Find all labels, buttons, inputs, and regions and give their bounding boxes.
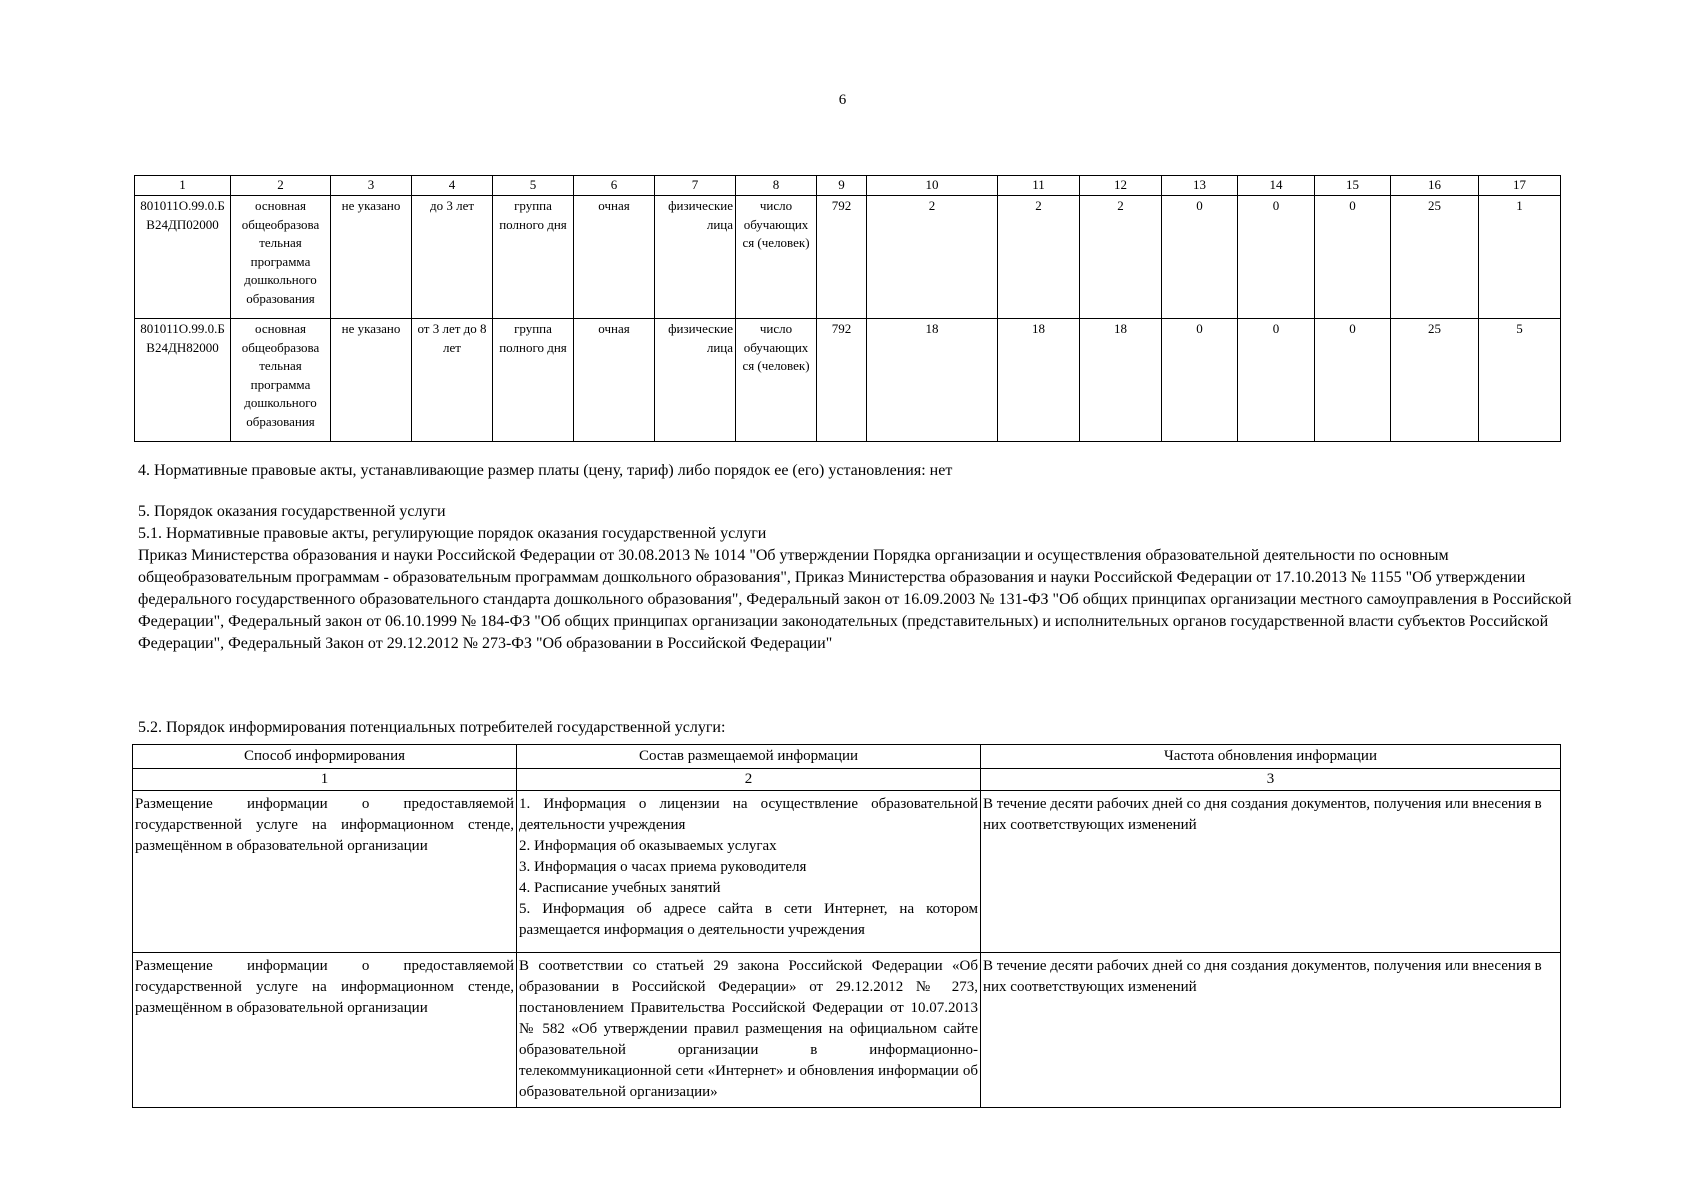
- column-number: 17: [1479, 176, 1561, 196]
- informing-table: [132, 744, 1561, 1108]
- value-cell: 25: [1391, 196, 1479, 319]
- section-5-title: 5. Порядок оказания государственной услуги: [138, 503, 446, 520]
- header-content: Состав размещаемой информации: [517, 745, 981, 769]
- stay-mode: группа полного дня: [493, 319, 574, 442]
- study-form: очная: [574, 319, 655, 442]
- value-cell: 18: [998, 319, 1080, 442]
- column-number: 12: [1080, 176, 1162, 196]
- indicator-name: число обучающих ся (человек): [736, 319, 817, 442]
- section-5: [138, 501, 1578, 655]
- column-number: 3: [331, 176, 412, 196]
- section-5-1-title: 5.1. Нормативные правовые акты, регулирующие порядок оказания государственной услуги: [138, 525, 767, 542]
- value-cell: 2: [1080, 196, 1162, 319]
- category: не указано: [331, 319, 412, 442]
- column-number: 1: [135, 176, 231, 196]
- age-group: до 3 лет: [412, 196, 493, 319]
- registry-code: 801011О.99.0.БВ24ДП02000: [135, 196, 231, 319]
- informing-method: Размещение информации о предоставляемой государственной услуге на информационном стенде, размещённом в образовательной организации: [133, 953, 517, 1108]
- column-number: 13: [1162, 176, 1238, 196]
- table-header-row: [135, 176, 1561, 196]
- header-method: Способ информирования: [133, 745, 517, 769]
- column-number: 11: [998, 176, 1080, 196]
- service-volume-table: [134, 175, 1561, 442]
- table-row: [133, 953, 1561, 1108]
- column-number: 9: [817, 176, 867, 196]
- value-cell: 2: [867, 196, 998, 319]
- value-cell: 0: [1238, 196, 1315, 319]
- page-number: 6: [838, 92, 847, 108]
- okei-code: 792: [817, 196, 867, 319]
- value-cell: 25: [1391, 319, 1479, 442]
- column-number: 4: [412, 176, 493, 196]
- value-cell: 2: [998, 196, 1080, 319]
- value-cell: 18: [867, 319, 998, 442]
- column-number: 2: [231, 176, 331, 196]
- value-cell: 0: [1238, 319, 1315, 442]
- column-number: 15: [1315, 176, 1391, 196]
- informing-method: Размещение информации о предоставляемой государственной услуге на информационном стенде, размещённом в образовательной организации: [133, 791, 517, 953]
- informing-content: [517, 791, 981, 953]
- table-header-row: [133, 745, 1561, 769]
- value-cell: 0: [1315, 319, 1391, 442]
- table-row: [135, 196, 1561, 319]
- update-frequency: В течение десяти рабочих дней со дня создания документов, получения или внесения в них соответствующих изменений: [981, 953, 1561, 1108]
- okei-code: 792: [817, 319, 867, 442]
- column-number: 14: [1238, 176, 1315, 196]
- content-item: 1. Информация о лицензии на осуществление образовательной деятельности учреждения: [519, 796, 978, 833]
- column-number: 16: [1391, 176, 1479, 196]
- table-row: [133, 791, 1561, 953]
- column-number: 7: [655, 176, 736, 196]
- section-4: [138, 460, 1578, 482]
- value-cell: 18: [1080, 319, 1162, 442]
- section-5-2: [138, 717, 1578, 739]
- category: не указано: [331, 196, 412, 319]
- content-item: 2. Информация об оказываемых услугах: [519, 838, 777, 854]
- column-number: 3: [981, 769, 1561, 791]
- column-number: 10: [867, 176, 998, 196]
- informing-content: В соответствии со статьей 29 закона Российской Федерации «Об образовании в Российской Федерации» от 29.12.2012 № 273, постановлением Правительства Российской Федерации от 10.07.2013 № 582 «Об утверждении правил размещения на официальном сайте образовательной организации в информационно-телекоммуникационной сети «Интернет» и обновления информации об образовательной организации»: [517, 953, 981, 1108]
- value-cell: 1: [1479, 196, 1561, 319]
- section-5-2-title: 5.2. Порядок информирования потенциальных потребителей государственной услуги:: [138, 719, 726, 736]
- consumers: физические лица: [655, 319, 736, 442]
- program-name: основная общеобразова тельная программа дошкольного образования: [231, 319, 331, 442]
- indicator-name: число обучающих ся (человек): [736, 196, 817, 319]
- age-group: от 3 лет до 8 лет: [412, 319, 493, 442]
- consumers: физические лица: [655, 196, 736, 319]
- section-5-1-text: Приказ Министерства образования и науки Российской Федерации от 30.08.2013 № 1014 "Об утверждении Порядка организации и осуществления образовательной деятельности по основным общеобразовательным программам - образовательным программам дошкольного образования", Приказ Министерства образования и науки Российской Федерации от 17.10.2013 № 1155 "Об утверждении федерального государственного образовательного стандарта дошкольного образования", Федеральный закон от 16.09.2003 № 131-ФЗ "Об общих принципах организации местного самоуправления в Российской Федерации", Федеральный закон от 06.10.1999 № 184-ФЗ "Об общих принципах организации законодательных (представительных) и исполнительных органов государственной власти субъектов Российской Федерации", Федеральный Закон от 29.12.2012 № 273-ФЗ "Об образовании в Российской Федерации": [138, 547, 1572, 652]
- column-number: 2: [517, 769, 981, 791]
- content-item: 5. Информация об адресе сайта в сети Интернет, на котором размещается информация о деятельности учреждения: [519, 901, 978, 938]
- column-number: 8: [736, 176, 817, 196]
- header-frequency: Частота обновления информации: [981, 745, 1561, 769]
- value-cell: 0: [1162, 319, 1238, 442]
- column-number: 5: [493, 176, 574, 196]
- registry-code: 801011О.99.0.БВ24ДН82000: [135, 319, 231, 442]
- value-cell: 5: [1479, 319, 1561, 442]
- section-4-text: 4. Нормативные правовые акты, устанавливающие размер платы (цену, тариф) либо порядок ее (его) установления: нет: [138, 462, 953, 479]
- value-cell: 0: [1315, 196, 1391, 319]
- column-number: 1: [133, 769, 517, 791]
- content-item: 4. Расписание учебных занятий: [519, 880, 721, 896]
- column-number-row: [133, 769, 1561, 791]
- content-item: 3. Информация о часах приема руководителя: [519, 859, 807, 875]
- study-form: очная: [574, 196, 655, 319]
- stay-mode: группа полного дня: [493, 196, 574, 319]
- column-number: 6: [574, 176, 655, 196]
- table-row: [135, 319, 1561, 442]
- program-name: основная общеобразова тельная программа дошкольного образования: [231, 196, 331, 319]
- update-frequency: В течение десяти рабочих дней со дня создания документов, получения или внесения в них соответствующих изменений: [981, 791, 1561, 953]
- value-cell: 0: [1162, 196, 1238, 319]
